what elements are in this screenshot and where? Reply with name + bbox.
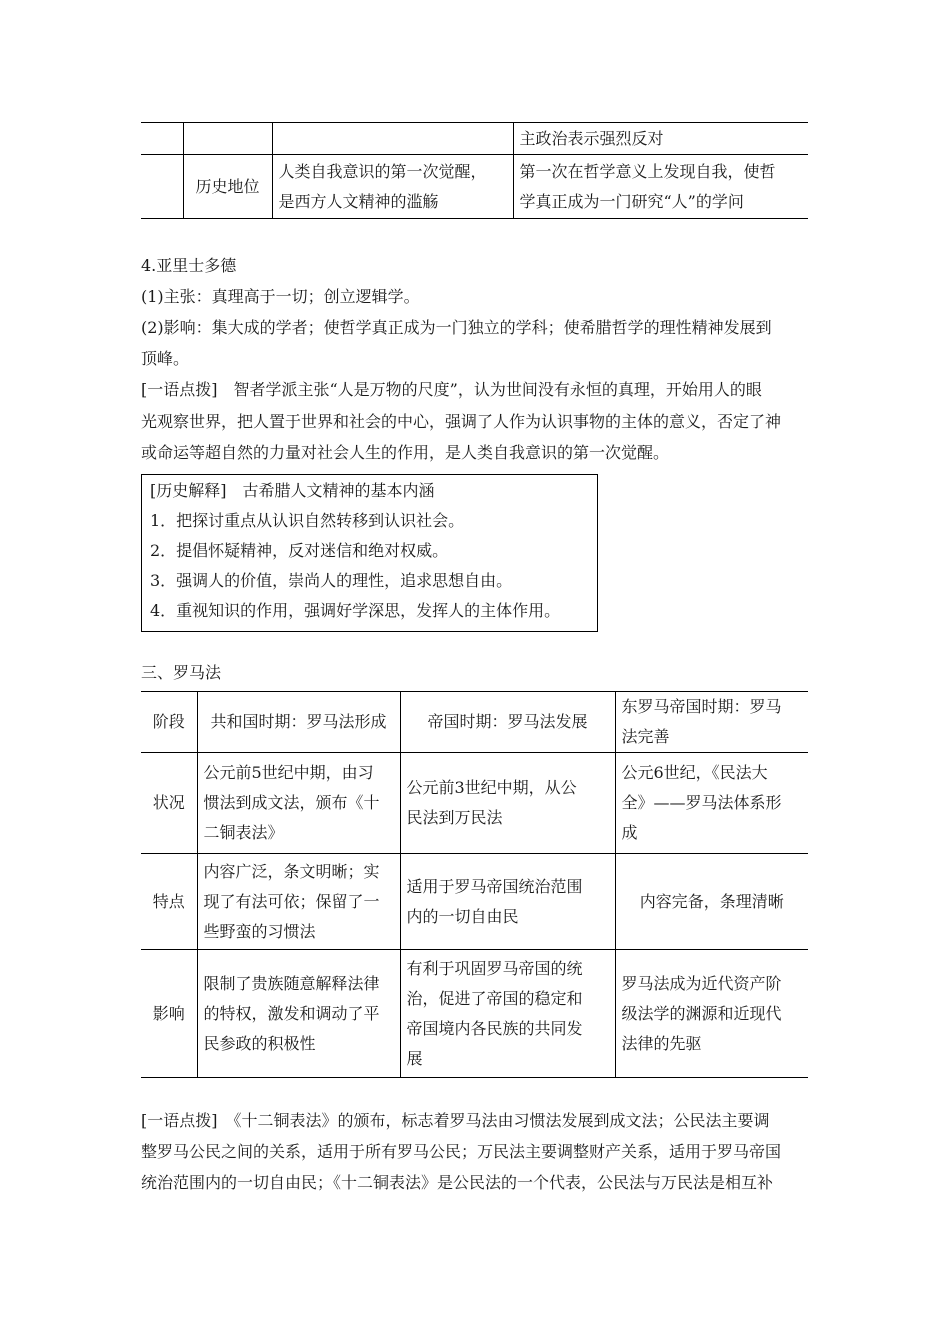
box-item: 2．提倡怀疑精神，反对迷信和绝对权威。 bbox=[150, 541, 449, 560]
tip-paragraph: 整罗马公民之间的关系，适用于所有罗马公民；万民法主要调整财产关系，适用于罗马帝国 bbox=[141, 1142, 782, 1161]
top-table-cell bbox=[272, 155, 513, 219]
cell-line: 公元前5世纪中期，由习 bbox=[203, 763, 374, 782]
cell-line: 人类自我意识的第一次觉醒， bbox=[278, 161, 487, 181]
top-table-cell bbox=[183, 123, 272, 155]
tip-paragraph: [一语点拨] 《十二铜表法》的颁布，标志着罗马法由习惯法发展到成文法；公民法主要调 bbox=[141, 1111, 770, 1130]
tip-paragraph: 统治范围内的一切自由民；《十二铜表法》是公民法的一个代表，公民法与万民法是相互补 bbox=[141, 1173, 774, 1192]
cell-line: 级法学的渊源和近现代 bbox=[621, 1003, 782, 1023]
row-label-status bbox=[141, 753, 197, 854]
cell-line: 限制了贵族随意解释法律 bbox=[203, 973, 380, 993]
cell-line: 适用于罗马帝国统治范围 bbox=[406, 876, 583, 896]
top-table-cell bbox=[272, 123, 513, 155]
cell-line: 民法到万民法 bbox=[406, 808, 503, 827]
roman-law-table bbox=[141, 691, 808, 1078]
cell-line: 的特权，激发和调动了平 bbox=[203, 1003, 380, 1023]
cell-line: 现了有法可依；保留了一 bbox=[203, 891, 380, 911]
box-item: 1．把探讨重点从认识自然转移到认识社会。 bbox=[150, 511, 465, 530]
cell-line: 些野蛮的习惯法 bbox=[203, 921, 316, 941]
section-heading-aristotle: 4.亚里士多德 bbox=[141, 256, 237, 275]
paragraph: (2)影响：集大成的学者；使哲学真正成为一门独立的学科；使希腊哲学的理性精神发展到 bbox=[141, 318, 772, 337]
box-item: 4．重视知识的作用，强调好学深思，发挥人的主体作用。 bbox=[150, 601, 561, 620]
cell bbox=[400, 950, 615, 1078]
cell-line: 有利于巩固罗马帝国的统 bbox=[406, 958, 583, 978]
cell-line: 惯法到成文法，颁布《十 bbox=[203, 793, 380, 812]
label-historical-status: 历史地位 bbox=[195, 176, 260, 196]
cell bbox=[615, 753, 808, 854]
cell-line: 全》——罗马法体系形 bbox=[621, 793, 782, 812]
header-text: 阶段 bbox=[152, 712, 185, 731]
header-text: 帝国时期：罗马法发展 bbox=[427, 712, 588, 731]
cell-line: 治，促进了帝国的稳定和 bbox=[406, 988, 583, 1008]
cell bbox=[197, 854, 400, 950]
header-east-roman bbox=[615, 692, 808, 753]
row-label: 状况 bbox=[152, 793, 185, 812]
top-table-cell bbox=[141, 155, 183, 219]
row-label-features bbox=[141, 854, 197, 950]
cell-line: 公元6世纪，《民法大 bbox=[621, 763, 768, 782]
cell bbox=[400, 753, 615, 854]
cell-line: 二铜表法》 bbox=[203, 823, 284, 842]
header-text: 法完善 bbox=[621, 727, 670, 746]
row-label: 特点 bbox=[152, 891, 185, 911]
paragraph: 顶峰。 bbox=[141, 349, 190, 368]
paragraph: (1)主张：真理高于一切；创立逻辑学。 bbox=[141, 287, 420, 306]
top-table-label bbox=[183, 155, 272, 219]
top-table-cell bbox=[513, 123, 808, 155]
tip-paragraph: [一语点拨] 智者学派主张“人是万物的尺度”，认为世间没有永恒的真理，开始用人的眼 bbox=[141, 380, 762, 399]
box-title: [历史解释] 古希腊人文精神的基本内涵 bbox=[150, 481, 435, 500]
row-label-impact bbox=[141, 950, 197, 1078]
cell bbox=[197, 753, 400, 854]
cell-line: 展 bbox=[406, 1048, 423, 1068]
top-table-text: 主政治表示强烈反对 bbox=[519, 128, 664, 148]
row-label: 影响 bbox=[152, 1003, 185, 1023]
cell bbox=[400, 854, 615, 950]
cell-line: 罗马法成为近代资产阶 bbox=[621, 973, 782, 993]
history-explanation-box bbox=[141, 474, 598, 632]
cell bbox=[615, 854, 808, 950]
cell-line: 是西方人文精神的滥觞 bbox=[278, 191, 439, 211]
cell-line: 内容完备，条理清晰 bbox=[639, 891, 784, 911]
header-republic bbox=[197, 692, 400, 753]
header-stage bbox=[141, 692, 197, 753]
top-table-cell bbox=[513, 155, 808, 219]
header-empire bbox=[400, 692, 615, 753]
cell-line: 帝国境内各民族的共同发 bbox=[406, 1018, 583, 1038]
header-text: 共和国时期：罗马法形成 bbox=[210, 712, 387, 731]
tip-paragraph: 光观察世界，把人置于世界和社会的中心，强调了人作为认识事物的主体的意义，否定了神 bbox=[141, 412, 782, 431]
cell-line: 成 bbox=[621, 823, 638, 842]
header-text: 东罗马帝国时期：罗马 bbox=[621, 697, 782, 716]
section-heading-roman-law: 三、罗马法 bbox=[141, 663, 222, 682]
box-item: 3．强调人的价值，崇尚人的理性，追求思想自由。 bbox=[150, 571, 513, 590]
top-table bbox=[141, 122, 808, 219]
tip-paragraph: 或命运等超自然的力量对社会人生的作用，是人类自我意识的第一次觉醒。 bbox=[141, 443, 670, 462]
cell-line: 公元前3世纪中期，从公 bbox=[406, 778, 577, 797]
cell-line: 法律的先驱 bbox=[621, 1033, 702, 1053]
cell bbox=[615, 950, 808, 1078]
cell-line: 内容广泛，条文明晰；实 bbox=[203, 861, 380, 881]
cell-line: 第一次在哲学意义上发现自我，使哲 bbox=[519, 161, 776, 181]
cell bbox=[197, 950, 400, 1078]
cell-line: 学真正成为一门研究“人”的学问 bbox=[519, 191, 744, 211]
top-table-cell bbox=[141, 123, 183, 155]
cell-line: 民参政的积极性 bbox=[203, 1033, 316, 1053]
cell-line: 内的一切自由民 bbox=[406, 906, 519, 926]
